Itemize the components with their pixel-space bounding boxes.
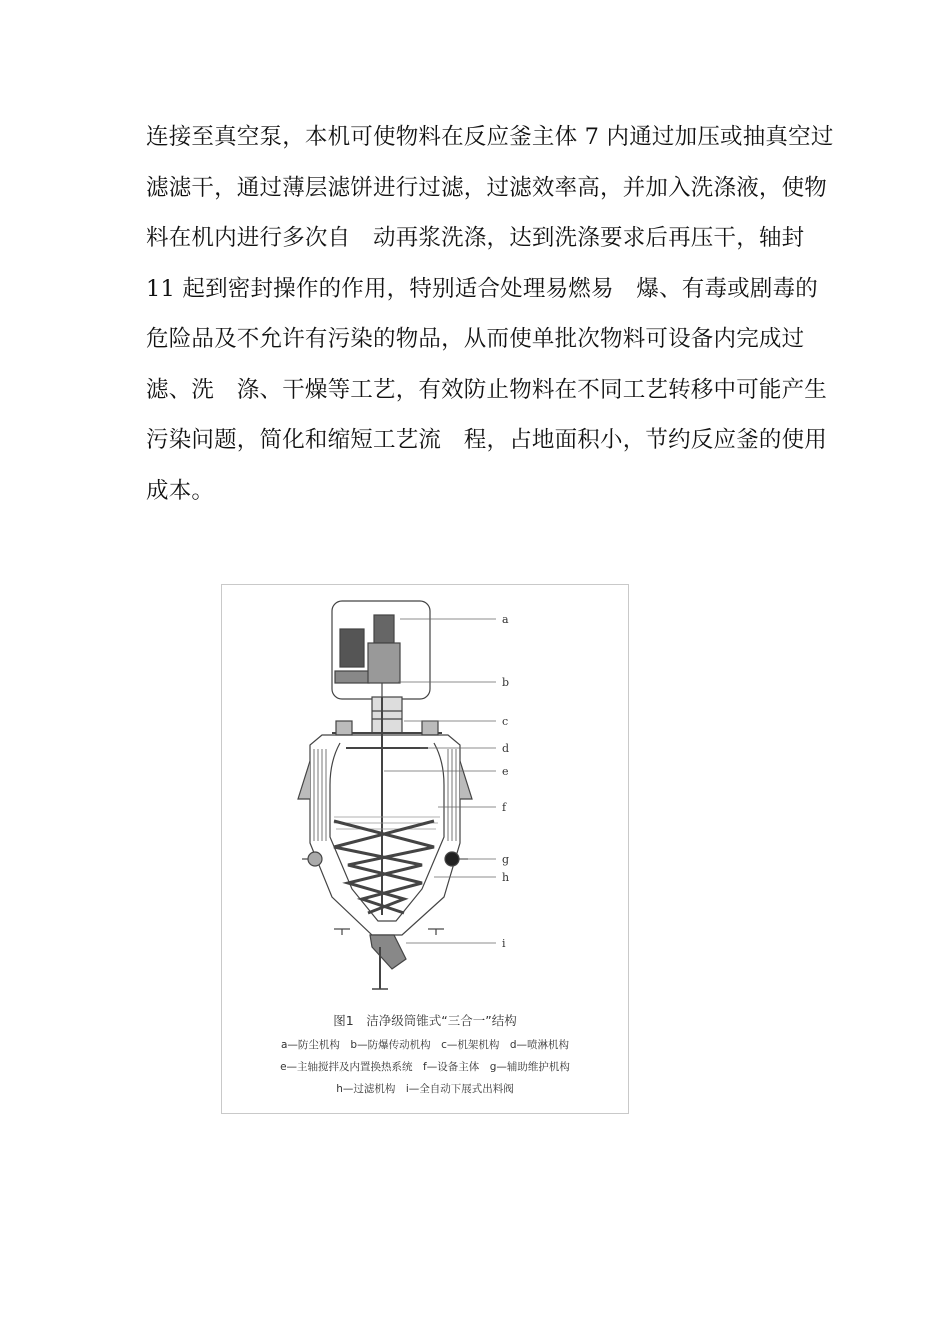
body-paragraph [146, 112, 834, 516]
label-h: h [502, 871, 510, 884]
label-b: b [502, 676, 510, 689]
label-i: i [502, 937, 506, 950]
paragraph-line: 污染问题，简化和缩短工艺流 程，占地面积小，节约反应釜的使用 [146, 427, 828, 453]
paragraph-line: 危险品及不允许有污染的物品，从而使单批次物料可设备内完成过 [146, 326, 805, 352]
equipment-figure [221, 584, 629, 1114]
paragraph-line: 成本。 [146, 477, 215, 504]
gearbox-shape [368, 643, 400, 683]
paragraph-line: 滤、洗 涤、干燥等工艺，有效防止物料在不同工艺转移中可能产生 [146, 376, 828, 403]
legend-line: h—过滤机构 i—全自动下展式出料阀 [336, 1083, 514, 1095]
motor-base-shape [335, 671, 369, 683]
label-a: a [502, 613, 509, 626]
label-c: c [502, 715, 509, 728]
equipment-diagram [222, 585, 628, 1113]
legend-line: a—防尘机构 b—防爆传动机构 c—机架机构 d—喷淋机构 [280, 1039, 570, 1051]
paragraph-line: 11 起到密封操作的作用，特别适合处理易燃易 爆、有毒或剧毒的 [146, 275, 818, 302]
paragraph-line: 料在机内进行多次自 动再浆洗涤，达到洗涤要求后再压干，轴封 [146, 225, 805, 251]
motor-shape [340, 629, 364, 667]
support-ball-shape [308, 852, 322, 866]
legend-line: e—主轴搅拌及内置换热系统 f—设备主体 g—辅助维护机构 [280, 1061, 570, 1073]
figure-caption: 图1 洁净级筒锥式“三合一”结构 [333, 1013, 517, 1028]
paragraph-line: 连接至真空泵，本机可使物料在反应釜主体 7 内通过加压或抽真空过 [146, 124, 834, 150]
label-d: d [502, 742, 510, 755]
discharge-valve-shape [370, 935, 406, 969]
paragraph-line: 滤滤干，通过薄层滤饼进行过滤，过滤效率高，并加入洗涤液，使物 [146, 174, 828, 201]
label-e: e [502, 765, 509, 778]
label-f: f [502, 801, 507, 814]
frame-shape [372, 697, 402, 733]
label-g: g [502, 853, 510, 866]
